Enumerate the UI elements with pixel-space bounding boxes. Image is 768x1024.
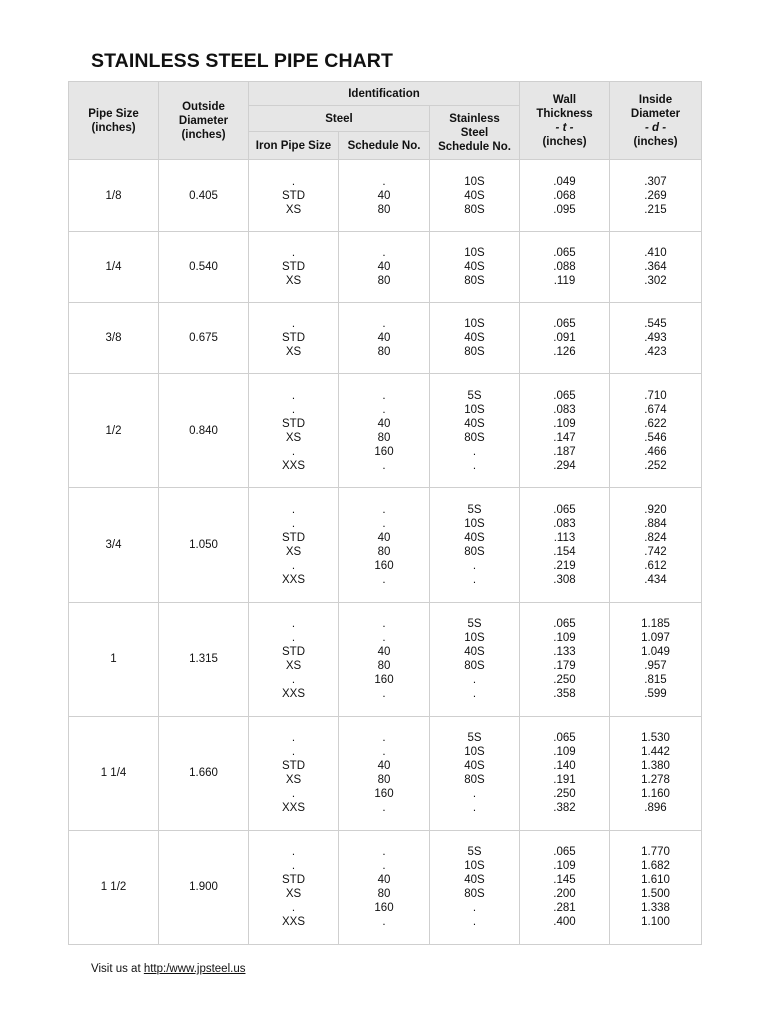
- col-stainless-schedule: [430, 830, 520, 944]
- cell-value: 1.682: [641, 860, 670, 873]
- cell-value: 40S: [464, 261, 485, 274]
- cell-value: .: [472, 559, 477, 572]
- cell-value: STD: [282, 874, 305, 887]
- col-wall-thickness: [520, 160, 610, 232]
- cell-value: .423: [644, 346, 667, 359]
- cell-value: 160: [374, 902, 394, 915]
- col-stainless-schedule: [430, 602, 520, 716]
- cell-value: .382: [553, 802, 576, 815]
- cell-value: .068: [553, 189, 576, 202]
- table-row: [69, 374, 702, 488]
- cell-value: .: [291, 559, 296, 572]
- cell-value: .140: [553, 760, 576, 773]
- cell-value: 10S: [464, 746, 485, 759]
- cell-value: 40S: [464, 760, 485, 773]
- cell-value: 1.770: [641, 846, 670, 859]
- col-inside-diameter: [610, 488, 702, 602]
- cell-value: .: [291, 732, 296, 745]
- cell-outside-diameter: 0.405: [159, 160, 249, 232]
- cell-value: STD: [282, 646, 305, 659]
- cell-value: .065: [553, 247, 576, 260]
- cell-value: 1.049: [641, 646, 670, 659]
- cell-value: .: [291, 389, 296, 402]
- cell-value: 40: [377, 189, 391, 202]
- cell-outside-diameter: 0.675: [159, 303, 249, 374]
- cell-value: 40S: [464, 874, 485, 887]
- cell-value: .: [291, 503, 296, 516]
- header-iron-pipe-size: Iron Pipe Size: [249, 132, 339, 160]
- col-schedule-no: [339, 232, 430, 303]
- cell-value: 1.338: [641, 902, 670, 915]
- website-link[interactable]: http:/www.jpsteel.us: [143, 963, 246, 975]
- cell-value: .083: [553, 517, 576, 530]
- cell-value: .: [472, 445, 477, 458]
- cell-value: 1.097: [641, 632, 670, 645]
- footer-prefix: Visit us at: [91, 963, 144, 975]
- cell-value: .545: [644, 318, 667, 331]
- cell-value: .: [382, 916, 386, 929]
- cell-value: 10S: [464, 632, 485, 645]
- col-iron-pipe-size: [249, 374, 339, 488]
- cell-value: .133: [553, 646, 576, 659]
- cell-value: 160: [374, 559, 394, 572]
- cell-value: 40: [377, 646, 391, 659]
- cell-value: .: [291, 674, 296, 687]
- cell-value: .250: [553, 674, 576, 687]
- cell-value: .: [382, 860, 386, 873]
- col-wall-thickness: [520, 374, 610, 488]
- cell-pipe-size: 1/8: [69, 160, 159, 232]
- cell-value: XS: [285, 774, 302, 787]
- cell-value: .466: [644, 445, 667, 458]
- cell-value: XS: [285, 203, 302, 216]
- cell-value: XS: [285, 346, 302, 359]
- table-body: [69, 160, 702, 945]
- cell-value: 80: [377, 888, 391, 901]
- cell-value: 40S: [464, 531, 485, 544]
- cell-value: .049: [553, 175, 576, 188]
- cell-value: .: [291, 403, 296, 416]
- cell-pipe-size: 1/4: [69, 232, 159, 303]
- col-stainless-schedule: [430, 374, 520, 488]
- table-row: [69, 602, 702, 716]
- cell-value: 5S: [467, 389, 482, 402]
- cell-value: .119: [553, 275, 576, 288]
- header-pipe-size: Pipe Size (inches): [69, 82, 159, 160]
- col-inside-diameter: [610, 602, 702, 716]
- cell-value: .957: [644, 660, 667, 673]
- cell-value: 80: [377, 545, 391, 558]
- cell-value: STD: [282, 261, 305, 274]
- col-wall-thickness: [520, 830, 610, 944]
- cell-value: 80S: [464, 660, 485, 673]
- cell-value: .: [291, 318, 296, 331]
- cell-value: .546: [644, 431, 667, 444]
- cell-pipe-size: 3/8: [69, 303, 159, 374]
- cell-value: 10S: [464, 403, 485, 416]
- cell-pipe-size: 1 1/4: [69, 716, 159, 830]
- cell-value: .109: [553, 417, 576, 430]
- cell-value: .400: [553, 916, 576, 929]
- cell-value: .095: [553, 203, 576, 216]
- cell-value: .434: [644, 573, 667, 586]
- cell-value: .: [382, 632, 386, 645]
- cell-value: .: [472, 688, 477, 701]
- cell-value: .252: [644, 459, 667, 472]
- cell-value: .083: [553, 403, 576, 416]
- header-wall-thickness: Wall Thickness - t - (inches): [520, 82, 610, 160]
- cell-value: .109: [553, 632, 576, 645]
- cell-value: .065: [553, 732, 576, 745]
- header-schedule-no: Schedule No.: [339, 132, 430, 160]
- cell-value: .: [382, 503, 386, 516]
- cell-value: 40S: [464, 189, 485, 202]
- cell-value: .065: [553, 389, 576, 402]
- cell-value: .113: [553, 531, 576, 544]
- cell-value: 80: [377, 660, 391, 673]
- cell-value: .: [472, 902, 477, 915]
- cell-value: .: [472, 674, 477, 687]
- cell-value: .091: [553, 332, 576, 345]
- table-row: [69, 830, 702, 944]
- cell-value: .: [382, 318, 386, 331]
- cell-outside-diameter: 1.315: [159, 602, 249, 716]
- cell-value: 1.278: [641, 774, 670, 787]
- cell-value: .200: [553, 888, 576, 901]
- cell-value: 80S: [464, 774, 485, 787]
- cell-outside-diameter: 1.660: [159, 716, 249, 830]
- cell-value: .065: [553, 618, 576, 631]
- cell-value: 5S: [467, 503, 482, 516]
- cell-value: XS: [285, 888, 302, 901]
- cell-value: 10S: [464, 247, 485, 260]
- col-stainless-schedule: [430, 716, 520, 830]
- cell-value: 80S: [464, 275, 485, 288]
- col-schedule-no: [339, 488, 430, 602]
- cell-value: 1.380: [641, 760, 670, 773]
- cell-value: .302: [644, 275, 667, 288]
- cell-value: .824: [644, 531, 667, 544]
- cell-value: .215: [644, 203, 667, 216]
- cell-value: 80S: [464, 203, 485, 216]
- cell-value: XXS: [281, 688, 305, 701]
- cell-value: XS: [285, 660, 302, 673]
- cell-value: .674: [644, 403, 667, 416]
- col-schedule-no: [339, 830, 430, 944]
- cell-value: 80S: [464, 545, 485, 558]
- col-stainless-schedule: [430, 488, 520, 602]
- col-stainless-schedule: [430, 303, 520, 374]
- cell-value: 80S: [464, 346, 485, 359]
- cell-value: .: [472, 573, 477, 586]
- cell-value: .: [291, 860, 296, 873]
- cell-value: .: [472, 788, 477, 801]
- cell-value: .219: [553, 559, 576, 572]
- cell-value: .269: [644, 189, 667, 202]
- cell-value: .: [291, 902, 296, 915]
- cell-value: .710: [644, 389, 667, 402]
- cell-value: .896: [644, 802, 667, 815]
- table-row: [69, 232, 702, 303]
- table-row: [69, 716, 702, 830]
- cell-value: .815: [644, 674, 667, 687]
- cell-value: 1.160: [641, 788, 670, 801]
- cell-value: 40: [377, 760, 391, 773]
- cell-value: 80S: [464, 431, 485, 444]
- cell-value: .147: [553, 431, 576, 444]
- cell-value: .: [472, 802, 477, 815]
- header-identification: Identification: [249, 82, 520, 106]
- cell-value: 5S: [467, 846, 482, 859]
- cell-value: STD: [282, 332, 305, 345]
- cell-value: 80: [377, 431, 391, 444]
- cell-value: 10S: [464, 318, 485, 331]
- col-schedule-no: [339, 716, 430, 830]
- cell-value: .: [291, 788, 296, 801]
- cell-value: 1.442: [641, 746, 670, 759]
- cell-value: 160: [374, 445, 394, 458]
- col-iron-pipe-size: [249, 488, 339, 602]
- cell-value: .: [382, 746, 386, 759]
- table-row: [69, 488, 702, 602]
- cell-value: .: [382, 846, 386, 859]
- col-schedule-no: [339, 374, 430, 488]
- header-stainless-schedule: Stainless Steel Schedule No.: [430, 106, 520, 160]
- cell-value: .: [291, 517, 296, 530]
- cell-value: .: [382, 459, 386, 472]
- cell-value: 80: [377, 774, 391, 787]
- cell-value: .308: [553, 573, 576, 586]
- cell-value: 5S: [467, 732, 482, 745]
- col-wall-thickness: [520, 488, 610, 602]
- cell-value: STD: [282, 531, 305, 544]
- cell-value: .: [382, 403, 386, 416]
- header-inside-diameter: Inside Diameter - d - (inches): [610, 82, 702, 160]
- cell-value: .: [382, 732, 386, 745]
- cell-value: .065: [553, 318, 576, 331]
- cell-value: .: [291, 632, 296, 645]
- col-inside-diameter: [610, 830, 702, 944]
- cell-value: .109: [553, 746, 576, 759]
- col-iron-pipe-size: [249, 602, 339, 716]
- col-stainless-schedule: [430, 232, 520, 303]
- cell-value: 40: [377, 261, 391, 274]
- cell-value: .742: [644, 545, 667, 558]
- cell-value: XXS: [281, 802, 305, 815]
- col-inside-diameter: [610, 716, 702, 830]
- col-wall-thickness: [520, 232, 610, 303]
- cell-value: 1.610: [641, 874, 670, 887]
- cell-value: .622: [644, 417, 667, 430]
- col-schedule-no: [339, 602, 430, 716]
- cell-value: .191: [553, 774, 576, 787]
- cell-value: 80: [377, 346, 391, 359]
- table-row: [69, 160, 702, 232]
- col-inside-diameter: [610, 303, 702, 374]
- cell-value: .065: [553, 503, 576, 516]
- cell-value: .884: [644, 517, 667, 530]
- cell-value: .145: [553, 874, 576, 887]
- col-iron-pipe-size: [249, 830, 339, 944]
- cell-outside-diameter: 1.050: [159, 488, 249, 602]
- cell-value: XXS: [281, 916, 305, 929]
- cell-value: .920: [644, 503, 667, 516]
- cell-value: XS: [285, 545, 302, 558]
- col-inside-diameter: [610, 374, 702, 488]
- cell-outside-diameter: 0.840: [159, 374, 249, 488]
- col-iron-pipe-size: [249, 232, 339, 303]
- cell-value: 40S: [464, 417, 485, 430]
- cell-value: .: [291, 247, 296, 260]
- pipe-chart-table: [68, 81, 702, 945]
- cell-outside-diameter: 1.900: [159, 830, 249, 944]
- cell-value: .: [382, 247, 386, 260]
- col-schedule-no: [339, 160, 430, 232]
- cell-value: .: [291, 445, 296, 458]
- cell-value: 40S: [464, 646, 485, 659]
- cell-value: .154: [553, 545, 576, 558]
- cell-value: 10S: [464, 175, 485, 188]
- cell-value: .: [382, 618, 386, 631]
- cell-value: .187: [553, 445, 576, 458]
- cell-value: 80: [377, 203, 391, 216]
- cell-value: STD: [282, 760, 305, 773]
- cell-value: 160: [374, 788, 394, 801]
- header-outside-diameter: Outside Diameter (inches): [159, 82, 249, 160]
- cell-value: .: [291, 618, 296, 631]
- cell-value: 10S: [464, 860, 485, 873]
- cell-value: 1.500: [641, 888, 670, 901]
- col-iron-pipe-size: [249, 716, 339, 830]
- cell-value: .493: [644, 332, 667, 345]
- cell-value: .179: [553, 660, 576, 673]
- cell-value: 1.100: [641, 916, 670, 929]
- cell-value: 5S: [467, 618, 482, 631]
- page-title: STAINLESS STEEL PIPE CHART: [91, 50, 394, 72]
- col-wall-thickness: [520, 716, 610, 830]
- cell-value: .599: [644, 688, 667, 701]
- col-inside-diameter: [610, 160, 702, 232]
- cell-value: 1.185: [641, 618, 670, 631]
- cell-value: .294: [553, 459, 576, 472]
- cell-value: .410: [644, 247, 667, 260]
- cell-value: STD: [282, 417, 305, 430]
- cell-value: .: [382, 175, 386, 188]
- col-wall-thickness: [520, 602, 610, 716]
- cell-value: .126: [553, 346, 576, 359]
- col-schedule-no: [339, 303, 430, 374]
- cell-value: .612: [644, 559, 667, 572]
- cell-value: .: [382, 573, 386, 586]
- cell-value: XXS: [281, 459, 305, 472]
- col-wall-thickness: [520, 303, 610, 374]
- cell-value: 80S: [464, 888, 485, 901]
- cell-value: .358: [553, 688, 576, 701]
- table-header: [69, 82, 702, 160]
- cell-value: .364: [644, 261, 667, 274]
- cell-value: 40: [377, 332, 391, 345]
- cell-value: XS: [285, 275, 302, 288]
- col-stainless-schedule: [430, 160, 520, 232]
- cell-value: .281: [553, 902, 576, 915]
- cell-value: .: [291, 846, 296, 859]
- cell-value: 1.530: [641, 732, 670, 745]
- cell-value: XS: [285, 431, 302, 444]
- cell-value: 10S: [464, 517, 485, 530]
- cell-value: .065: [553, 846, 576, 859]
- cell-value: 80: [377, 275, 391, 288]
- cell-pipe-size: 1 1/2: [69, 830, 159, 944]
- cell-value: .307: [644, 175, 667, 188]
- cell-outside-diameter: 0.540: [159, 232, 249, 303]
- table-row: [69, 303, 702, 374]
- cell-value: .: [382, 688, 386, 701]
- cell-value: 40: [377, 874, 391, 887]
- cell-value: .088: [553, 261, 576, 274]
- cell-value: STD: [282, 189, 305, 202]
- cell-pipe-size: 1: [69, 602, 159, 716]
- cell-value: 40: [377, 531, 391, 544]
- cell-value: .: [382, 389, 386, 402]
- col-inside-diameter: [610, 232, 702, 303]
- cell-value: .250: [553, 788, 576, 801]
- cell-value: .: [291, 746, 296, 759]
- col-iron-pipe-size: [249, 160, 339, 232]
- cell-value: .: [382, 517, 386, 530]
- header-steel: Steel: [249, 106, 430, 132]
- cell-value: .: [472, 459, 477, 472]
- cell-value: 40S: [464, 332, 485, 345]
- cell-pipe-size: 1/2: [69, 374, 159, 488]
- cell-value: .: [472, 916, 477, 929]
- cell-value: .: [382, 802, 386, 815]
- cell-value: XXS: [281, 573, 305, 586]
- cell-value: .109: [553, 860, 576, 873]
- cell-pipe-size: 3/4: [69, 488, 159, 602]
- cell-value: .: [291, 175, 296, 188]
- cell-value: 160: [374, 674, 394, 687]
- footer: [91, 963, 245, 975]
- cell-value: 40: [377, 417, 391, 430]
- col-iron-pipe-size: [249, 303, 339, 374]
